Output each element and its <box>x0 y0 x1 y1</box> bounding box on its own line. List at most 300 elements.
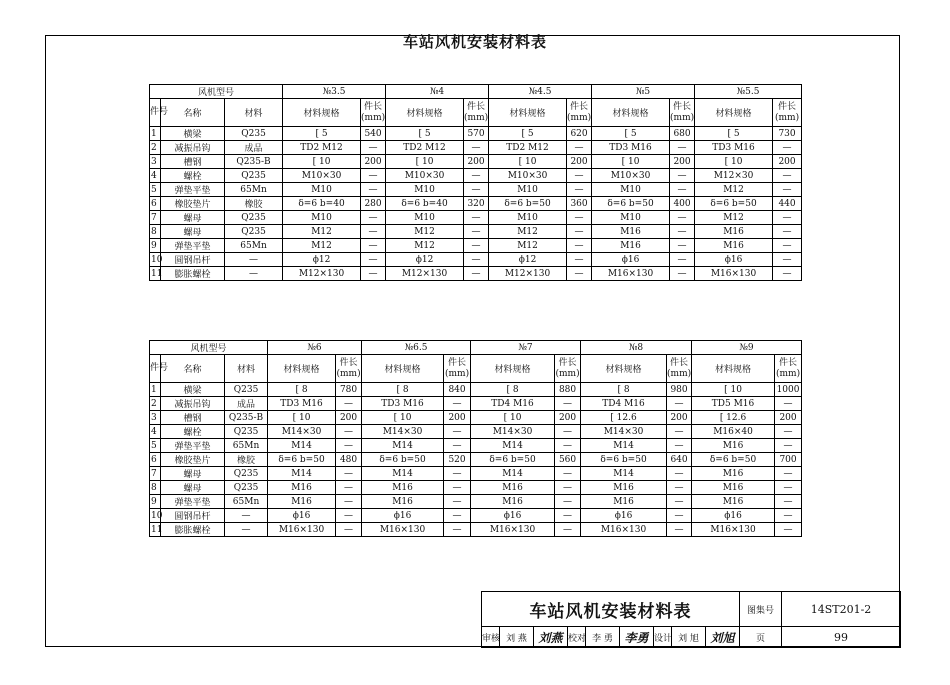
material-spec: TD2 M12 <box>283 141 361 155</box>
part-length: — <box>567 225 592 239</box>
part-length: 320 <box>464 197 489 211</box>
part-length: — <box>444 425 471 439</box>
part-length: — <box>773 211 802 225</box>
material-spec: δ=6 b=50 <box>268 453 336 467</box>
part-length: — <box>336 495 362 509</box>
material-spec: δ=6 b=50 <box>592 197 670 211</box>
table-row <box>150 239 802 253</box>
material-spec: M16 <box>471 495 555 509</box>
part-length: 680 <box>670 127 695 141</box>
table-row <box>150 481 802 495</box>
table-header-row <box>150 85 802 99</box>
header-length: 件长 (mm) <box>555 355 581 383</box>
part-name: 膨胀螺栓 <box>161 523 225 537</box>
material-spec: M10×30 <box>283 169 361 183</box>
material-spec: M12 <box>695 183 773 197</box>
part-length: 200 <box>361 155 386 169</box>
part-length: — <box>464 141 489 155</box>
part-number: 4 <box>150 169 161 183</box>
part-length: 200 <box>775 411 802 425</box>
part-material: 65Mn <box>225 183 283 197</box>
part-number: 6 <box>150 197 161 211</box>
part-material: 成品 <box>225 397 268 411</box>
material-spec: M16 <box>471 481 555 495</box>
part-length: — <box>464 239 489 253</box>
material-spec: M14×30 <box>581 425 667 439</box>
table-row <box>150 509 802 523</box>
material-spec: δ=6 b=50 <box>692 453 775 467</box>
material-spec: TD2 M12 <box>489 141 567 155</box>
part-length: — <box>361 169 386 183</box>
material-spec: [ 10 <box>283 155 361 169</box>
part-length: 1000 <box>775 383 802 397</box>
part-length: — <box>775 481 802 495</box>
material-spec: δ=6 b=50 <box>489 197 567 211</box>
part-length: — <box>336 481 362 495</box>
material-spec: M14×30 <box>268 425 336 439</box>
table-row <box>150 439 802 453</box>
material-spec: M10 <box>283 211 361 225</box>
table-row <box>150 495 802 509</box>
part-length: 640 <box>667 453 692 467</box>
part-material: 橡胶 <box>225 197 283 211</box>
part-name: 槽钢 <box>161 411 225 425</box>
material-spec: M10 <box>386 183 464 197</box>
material-spec: [ 5 <box>489 127 567 141</box>
part-length: — <box>555 397 581 411</box>
part-length: — <box>670 183 695 197</box>
material-spec: M16 <box>268 495 336 509</box>
part-number: 7 <box>150 211 161 225</box>
material-spec: M10 <box>283 183 361 197</box>
header-length: 件长 (mm) <box>361 99 386 127</box>
part-length: — <box>773 169 802 183</box>
table-row <box>150 197 802 211</box>
part-length: — <box>336 523 362 537</box>
part-length: 880 <box>555 383 581 397</box>
document-title: 车站风机安装材料表 <box>402 33 547 51</box>
material-spec: M12 <box>283 239 361 253</box>
material-spec: [ 12.6 <box>581 411 667 425</box>
part-material: Q235 <box>225 467 268 481</box>
material-spec: M16×130 <box>362 523 444 537</box>
table-row <box>150 425 802 439</box>
material-spec: M16 <box>692 481 775 495</box>
header-spec: 材料规格 <box>268 355 336 383</box>
material-spec: M12 <box>489 239 567 253</box>
part-length: — <box>775 495 802 509</box>
material-spec: [ 5 <box>592 127 670 141</box>
table-row <box>150 127 802 141</box>
material-table-1 <box>149 84 802 281</box>
part-length: — <box>444 495 471 509</box>
material-spec: M14 <box>581 467 667 481</box>
material-spec: TD2 M12 <box>386 141 464 155</box>
material-spec: δ=6 b=40 <box>386 197 464 211</box>
material-spec: ϕ16 <box>695 253 773 267</box>
part-length: — <box>667 481 692 495</box>
part-material: — <box>225 253 283 267</box>
part-name: 螺母 <box>161 467 225 481</box>
part-length: — <box>773 183 802 197</box>
part-length: — <box>444 523 471 537</box>
part-length: — <box>667 467 692 481</box>
part-length: — <box>555 495 581 509</box>
part-number: 7 <box>150 467 161 481</box>
part-length: 400 <box>670 197 695 211</box>
part-length: 200 <box>336 411 362 425</box>
part-length: — <box>567 253 592 267</box>
part-length: 570 <box>464 127 489 141</box>
part-length: — <box>361 211 386 225</box>
part-length: 620 <box>567 127 592 141</box>
part-number: 2 <box>150 397 161 411</box>
part-number: 3 <box>150 155 161 169</box>
proof-label: 校对 <box>568 627 586 648</box>
table-row <box>150 523 802 537</box>
part-length: — <box>555 467 581 481</box>
part-length: — <box>775 467 802 481</box>
page-number: 99 <box>782 627 901 648</box>
part-length: — <box>555 523 581 537</box>
part-length: — <box>336 509 362 523</box>
part-name: 螺母 <box>161 211 225 225</box>
part-length: — <box>667 495 692 509</box>
material-spec: ϕ16 <box>692 509 775 523</box>
part-length: — <box>336 467 362 481</box>
header-spec: 材料规格 <box>362 355 444 383</box>
material-spec: M16×130 <box>695 267 773 281</box>
part-length: 560 <box>555 453 581 467</box>
material-spec: TD3 M16 <box>268 397 336 411</box>
material-spec: [ 5 <box>695 127 773 141</box>
material-spec: M14×30 <box>471 425 555 439</box>
part-length: — <box>555 509 581 523</box>
part-name: 横梁 <box>161 383 225 397</box>
part-material: Q235-B <box>225 155 283 169</box>
part-length: — <box>336 425 362 439</box>
material-spec: M16×130 <box>692 523 775 537</box>
table-row <box>150 211 802 225</box>
part-length: — <box>670 253 695 267</box>
material-spec: ϕ12 <box>386 253 464 267</box>
part-name: 减振吊钩 <box>161 397 225 411</box>
part-length: — <box>567 267 592 281</box>
part-name: 弹垫平垫 <box>161 439 225 453</box>
material-spec: M16 <box>695 239 773 253</box>
material-spec: TD5 M16 <box>692 397 775 411</box>
header-name: 名称 <box>161 99 225 127</box>
part-number: 9 <box>150 239 161 253</box>
material-spec: M14 <box>362 467 444 481</box>
table-subheader-row <box>150 355 802 383</box>
title-block-title: 车站风机安装材料表 <box>482 592 740 627</box>
part-number: 5 <box>150 439 161 453</box>
review-label: 审核 <box>482 627 500 648</box>
table-row <box>150 267 802 281</box>
part-length: — <box>336 439 362 453</box>
part-length: — <box>361 141 386 155</box>
part-length: — <box>670 239 695 253</box>
material-spec: M14 <box>362 439 444 453</box>
part-length: — <box>773 239 802 253</box>
part-length: — <box>667 509 692 523</box>
part-name: 圆钢吊杆 <box>161 509 225 523</box>
part-length: 200 <box>464 155 489 169</box>
material-spec: [ 8 <box>268 383 336 397</box>
part-length: 200 <box>567 155 592 169</box>
part-length: — <box>464 211 489 225</box>
material-spec: ϕ16 <box>592 253 670 267</box>
part-material: — <box>225 267 283 281</box>
part-number: 10 <box>151 510 163 521</box>
material-spec: δ=6 b=50 <box>695 197 773 211</box>
part-material: Q235 <box>225 211 283 225</box>
table-subheader-row <box>150 99 802 127</box>
part-length: — <box>667 523 692 537</box>
material-spec: M16 <box>362 481 444 495</box>
part-length: — <box>670 169 695 183</box>
part-material: Q235 <box>225 225 283 239</box>
material-spec: M12×130 <box>386 267 464 281</box>
material-spec: [ 5 <box>283 127 361 141</box>
part-name: 螺栓 <box>161 425 225 439</box>
part-name: 槽钢 <box>161 155 225 169</box>
part-material: — <box>225 509 268 523</box>
part-length: — <box>670 267 695 281</box>
part-length: 200 <box>670 155 695 169</box>
part-length: — <box>667 397 692 411</box>
part-name: 橡胶垫片 <box>161 453 225 467</box>
part-name: 螺母 <box>161 225 225 239</box>
header-spec: 材料规格 <box>695 99 773 127</box>
part-material: 65Mn <box>225 439 268 453</box>
material-spec: M10 <box>592 211 670 225</box>
title-block <box>481 591 901 648</box>
part-length: 980 <box>667 383 692 397</box>
part-length: — <box>567 211 592 225</box>
material-spec: M12×130 <box>489 267 567 281</box>
part-length: — <box>567 169 592 183</box>
part-length: — <box>773 225 802 239</box>
part-number: 9 <box>150 495 161 509</box>
material-spec: TD3 M16 <box>695 141 773 155</box>
material-spec: M12×30 <box>695 169 773 183</box>
part-number: 3 <box>150 411 161 425</box>
material-spec: TD4 M16 <box>581 397 667 411</box>
material-spec: M12 <box>283 225 361 239</box>
header-model-cell: №9 <box>692 341 802 355</box>
material-spec: M14 <box>581 439 667 453</box>
part-name: 螺母 <box>161 481 225 495</box>
material-spec: M14×30 <box>362 425 444 439</box>
part-length: — <box>667 439 692 453</box>
material-spec: M16×40 <box>692 425 775 439</box>
part-length: 360 <box>567 197 592 211</box>
part-number: 1 <box>150 383 161 397</box>
material-spec: M10×30 <box>386 169 464 183</box>
part-length: — <box>670 211 695 225</box>
material-spec: M14 <box>471 467 555 481</box>
part-length: — <box>773 253 802 267</box>
material-spec: M12 <box>386 239 464 253</box>
material-spec: [ 8 <box>471 383 555 397</box>
material-spec: [ 5 <box>386 127 464 141</box>
header-spec: 材料规格 <box>489 99 567 127</box>
part-length: — <box>775 439 802 453</box>
reviewer-name: 刘 燕 <box>500 627 534 648</box>
material-spec: ϕ16 <box>471 509 555 523</box>
part-length: — <box>773 267 802 281</box>
atlas-label: 图集号 <box>740 592 782 627</box>
part-name: 膨胀螺栓 <box>161 267 225 281</box>
material-spec: [ 10 <box>386 155 464 169</box>
part-length: — <box>361 239 386 253</box>
material-spec: [ 12.6 <box>692 411 775 425</box>
table-row <box>150 183 802 197</box>
material-spec: [ 10 <box>489 155 567 169</box>
header-model-cell: №5.5 <box>695 85 802 99</box>
material-spec: M12 <box>386 225 464 239</box>
material-spec: M16 <box>581 495 667 509</box>
material-spec: M10×30 <box>592 169 670 183</box>
material-table-2 <box>149 340 802 537</box>
material-spec: δ=6 b=50 <box>581 453 667 467</box>
header-length: 件长 (mm) <box>464 99 489 127</box>
part-name: 弹垫平垫 <box>161 183 225 197</box>
table-row <box>150 141 802 155</box>
material-spec: [ 10 <box>362 411 444 425</box>
header-length: 件长 (mm) <box>336 355 362 383</box>
material-spec: M16 <box>692 467 775 481</box>
part-material: Q235 <box>225 481 268 495</box>
material-spec: M16×130 <box>592 267 670 281</box>
part-number: 8 <box>150 225 161 239</box>
material-spec: M12 <box>695 211 773 225</box>
part-length: — <box>361 253 386 267</box>
material-spec: M10 <box>386 211 464 225</box>
header-length: 件长 (mm) <box>773 99 802 127</box>
part-number: 11 <box>151 524 163 535</box>
part-number: 4 <box>150 425 161 439</box>
material-spec: [ 8 <box>581 383 667 397</box>
part-length: — <box>444 467 471 481</box>
part-name: 螺栓 <box>161 169 225 183</box>
part-material: Q235 <box>225 127 283 141</box>
part-length: 480 <box>336 453 362 467</box>
header-part-no: 件号 <box>150 99 161 127</box>
part-name: 圆钢吊杆 <box>161 253 225 267</box>
header-length: 件长 (mm) <box>667 355 692 383</box>
part-number: 5 <box>150 183 161 197</box>
part-length: — <box>667 425 692 439</box>
material-spec: [ 10 <box>695 155 773 169</box>
material-spec: ϕ16 <box>362 509 444 523</box>
material-spec: M16 <box>692 495 775 509</box>
header-model-cell: №5 <box>592 85 695 99</box>
table-row <box>150 397 802 411</box>
part-length: — <box>670 225 695 239</box>
part-length: — <box>775 397 802 411</box>
part-length: 280 <box>361 197 386 211</box>
part-length: 730 <box>773 127 802 141</box>
material-spec: ϕ12 <box>489 253 567 267</box>
part-material: 成品 <box>225 141 283 155</box>
material-spec: [ 10 <box>692 383 775 397</box>
header-model-cell: №3.5 <box>283 85 386 99</box>
header-model-cell: №4.5 <box>489 85 592 99</box>
part-name: 橡胶垫片 <box>161 197 225 211</box>
material-spec: [ 10 <box>592 155 670 169</box>
part-material: Q235 <box>225 425 268 439</box>
material-spec: M12×130 <box>283 267 361 281</box>
atlas-number: 14ST201-2 <box>782 592 901 627</box>
material-spec: ϕ16 <box>581 509 667 523</box>
header-material: 材料 <box>225 355 268 383</box>
part-number: 11 <box>151 268 163 279</box>
material-spec: M16 <box>692 439 775 453</box>
material-spec: M14 <box>471 439 555 453</box>
header-spec: 材料规格 <box>692 355 775 383</box>
proofer-signature: 李勇 <box>620 627 654 648</box>
material-spec: TD3 M16 <box>362 397 444 411</box>
part-length: — <box>464 267 489 281</box>
part-length: — <box>775 509 802 523</box>
table-row <box>150 225 802 239</box>
part-length: — <box>464 253 489 267</box>
designer-signature: 刘旭 <box>706 627 740 648</box>
part-number: 1 <box>150 127 161 141</box>
part-length: — <box>444 439 471 453</box>
material-spec: [ 10 <box>471 411 555 425</box>
part-length: 200 <box>444 411 471 425</box>
reviewer-signature: 刘燕 <box>534 627 568 648</box>
material-spec: M16 <box>592 239 670 253</box>
part-length: — <box>670 141 695 155</box>
part-length: — <box>567 239 592 253</box>
material-spec: [ 8 <box>362 383 444 397</box>
table-body <box>150 383 802 537</box>
material-spec: M16×130 <box>471 523 555 537</box>
table-row <box>150 253 802 267</box>
part-name: 弹垫平垫 <box>161 495 225 509</box>
designer-name: 刘 旭 <box>672 627 706 648</box>
table-row <box>150 411 802 425</box>
part-length: — <box>444 481 471 495</box>
header-model-cell: №8 <box>581 341 692 355</box>
part-length: 840 <box>444 383 471 397</box>
header-spec: 材料规格 <box>283 99 361 127</box>
part-material: Q235-B <box>225 411 268 425</box>
part-length: — <box>555 481 581 495</box>
material-spec: M10×30 <box>489 169 567 183</box>
material-spec: ϕ16 <box>268 509 336 523</box>
part-material: 65Mn <box>225 495 268 509</box>
part-name: 弹垫平垫 <box>161 239 225 253</box>
part-length: — <box>361 225 386 239</box>
part-length: 520 <box>444 453 471 467</box>
header-spec: 材料规格 <box>592 99 670 127</box>
table-body <box>150 127 802 281</box>
header-spec: 材料规格 <box>471 355 555 383</box>
part-length: 780 <box>336 383 362 397</box>
material-spec: M16×130 <box>268 523 336 537</box>
part-length: 700 <box>775 453 802 467</box>
part-length: — <box>464 225 489 239</box>
material-spec: TD3 M16 <box>592 141 670 155</box>
material-spec: δ=6 b=50 <box>471 453 555 467</box>
part-number: 2 <box>150 141 161 155</box>
